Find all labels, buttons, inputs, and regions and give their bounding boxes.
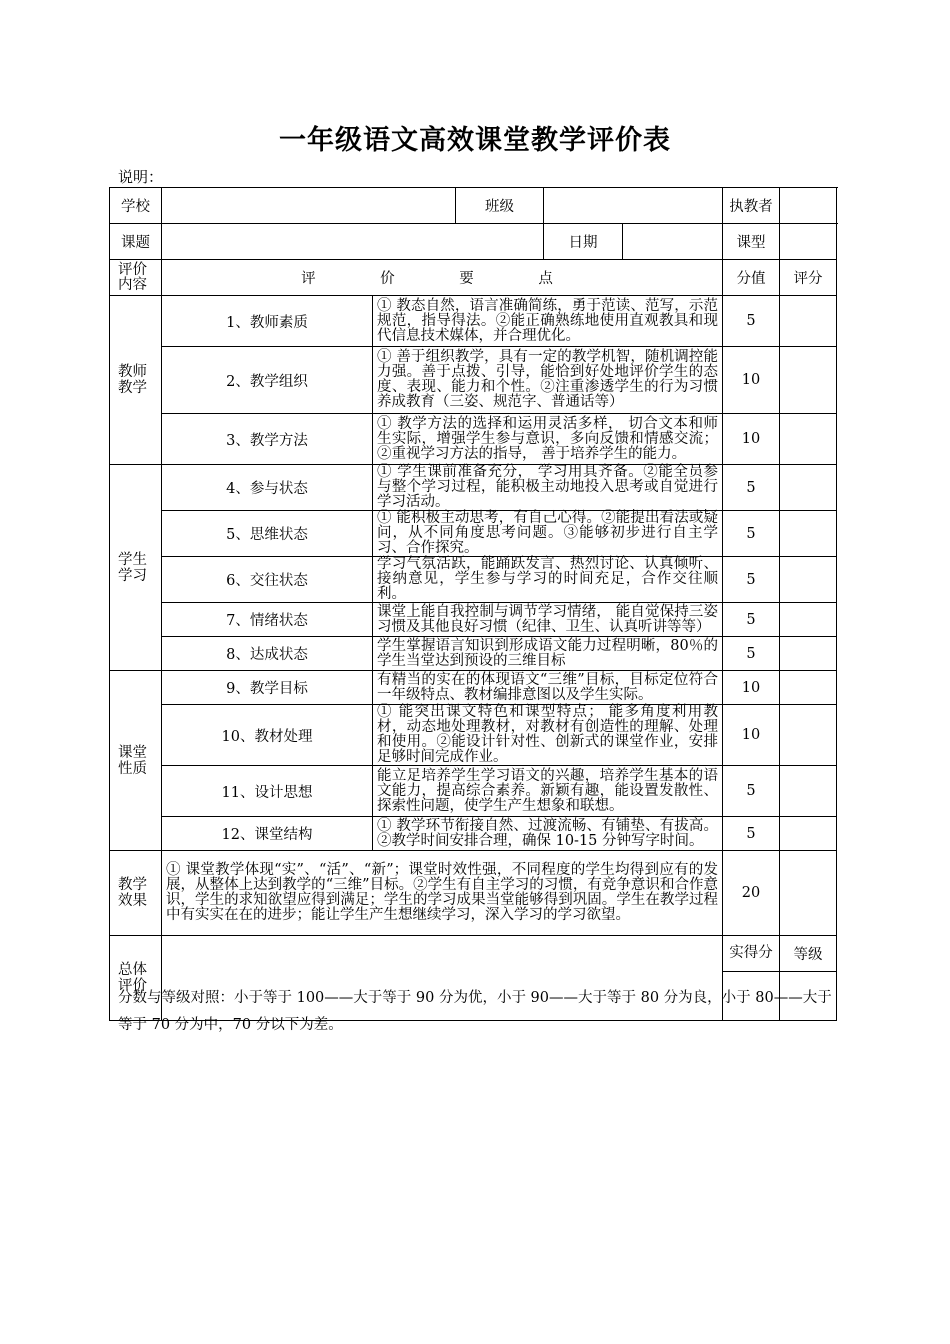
points-cell: ① 能积极主动思考，有自己心得。②能提出看法或疑问，从不同角度思考问题。③能够初步进行自主学习、合作探究。 — [373, 511, 723, 557]
points-cell: 学生掌握语言知识到形成语文能力过程明晰，80％的学生当堂达到预设的三维目标 — [373, 637, 723, 671]
item-cell: 7、情绪状态 — [162, 603, 373, 637]
content-header: 评价内容 — [110, 260, 162, 296]
item-cell: 3、教学方法 — [162, 414, 373, 465]
item-cell: 12、课堂结构 — [162, 817, 373, 851]
item-cell: 10、教材处理 — [162, 705, 373, 766]
overall-row — [110, 936, 837, 972]
score-cell: 10 — [723, 671, 780, 705]
item-cell: 5、思维状态 — [162, 511, 373, 557]
points-header-text: 评 价 要 点 — [301, 271, 583, 287]
grade-label: 等级 — [780, 936, 837, 972]
table-row — [110, 511, 837, 557]
rating-field[interactable] — [780, 671, 837, 705]
effect-points-cell: ① 课堂教学体现“实”、“活”、“新”；课堂时效性强，不同程度的学生均得到应有的发展，从整体上达到教学的“三维”目标。②学生有自主学习的习惯，有竞争意识和合作意识，学生的求知欲望应得到满足；学生的学习成果当堂能够得到巩固。学生在教学过程中有实实在在的进步；能让学生产生想继续学习，深入学习的学习欲望。 — [162, 851, 723, 936]
lesson-type-field[interactable] — [780, 224, 837, 260]
rating-field[interactable] — [780, 347, 837, 414]
item-cell: 8、达成状态 — [162, 637, 373, 671]
rating-field[interactable] — [780, 817, 837, 851]
class-field[interactable] — [544, 188, 723, 224]
teacher-label: 执教者 — [723, 188, 780, 224]
score-cell: 5 — [723, 511, 780, 557]
teacher-field[interactable] — [780, 188, 837, 224]
item-cell: 1、教师素质 — [162, 296, 373, 347]
rating-field[interactable] — [780, 705, 837, 766]
note-label: 说明： — [118, 168, 164, 186]
score-cell: 5 — [723, 296, 780, 347]
date-label: 日期 — [544, 224, 623, 260]
points-cell: 有精当的实在的体现语文“三维”目标，目标定位符合一年级特点、教材编排意图以及学生实际。 — [373, 671, 723, 705]
score-cell: 5 — [723, 766, 780, 817]
score-cell: 5 — [723, 603, 780, 637]
points-cell: 能立足培养学生学习语文的兴趣，培养学生基本的语文能力，提高综合素养。新颖有趣，能设置发散性、探索性问题，使学生产生想象和联想。 — [373, 766, 723, 817]
effect-score-cell: 20 — [723, 851, 780, 936]
actual-score-label: 实得分 — [723, 936, 780, 972]
score-header: 分值 — [723, 260, 780, 296]
score-cell: 5 — [723, 557, 780, 603]
rating-field[interactable] — [780, 637, 837, 671]
rating-field[interactable] — [780, 511, 837, 557]
score-cell: 5 — [723, 465, 780, 511]
table-row — [110, 557, 837, 603]
score-cell: 10 — [723, 705, 780, 766]
header-row-topic — [110, 224, 837, 260]
category-cell: 学生学习 — [110, 465, 162, 671]
lesson-type-label: 课型 — [723, 224, 780, 260]
category-cell: 教师教学 — [110, 296, 162, 465]
rating-field[interactable] — [780, 766, 837, 817]
table-row — [110, 705, 837, 766]
points-header — [162, 260, 723, 296]
rating-header: 评分 — [780, 260, 837, 296]
points-cell: ① 学生课前准备充分， 学习用具齐备。②能全员参与整个学习过程，能积极主动地投入思考或自觉进行学习活动。 — [373, 465, 723, 511]
rating-field[interactable] — [780, 414, 837, 465]
score-cell: 10 — [723, 414, 780, 465]
score-cell: 5 — [723, 637, 780, 671]
table-row — [110, 766, 837, 817]
overall-category-cell: 总体评价 — [110, 936, 162, 1021]
effect-rating-field[interactable] — [780, 851, 837, 936]
grade-reference-note: 分数与等级对照：小于等于 100——大于等于 90 分为优，小于 90——大于等于 80 分为良，小于 80——大于等于 70 分为中，70 分以下为差。 — [118, 990, 832, 1033]
points-cell: ① 教学环节衔接自然、过渡流畅、有铺垫、有拔高。②教学时间安排合理，确保 10-15 分钟写字时间。 — [373, 817, 723, 851]
rating-field[interactable] — [780, 465, 837, 511]
item-cell: 4、参与状态 — [162, 465, 373, 511]
item-cell: 6、交往状态 — [162, 557, 373, 603]
topic-label: 课题 — [110, 224, 162, 260]
table-row — [110, 603, 837, 637]
points-cell: ① 教学方法的选择和运用灵活多样， 切合文本和师生实际，增强学生参与意识，多向反馈和情感交流；②重视学习方法的指导， 善于培养学生的能力。 — [373, 414, 723, 465]
topic-field[interactable] — [162, 224, 544, 260]
item-cell: 9、教学目标 — [162, 671, 373, 705]
table-row — [110, 637, 837, 671]
points-cell: 课堂上能自我控制与调节学习情绪， 能自觉保持三姿习惯及其他良好习惯（纪律、卫生、认真听讲等等） — [373, 603, 723, 637]
column-header-row — [110, 260, 837, 296]
table-row — [110, 414, 837, 465]
table-row — [110, 671, 837, 705]
date-field[interactable] — [623, 224, 723, 260]
class-label: 班级 — [456, 188, 544, 224]
table-row — [110, 817, 837, 851]
points-cell: ① 教态自然，语言准确简练，勇于范读、范写，示范规范，指导得法。②能正确熟练地使用直观教具和现代信息技术媒体，并合理优化。 — [373, 296, 723, 347]
item-cell: 11、设计思想 — [162, 766, 373, 817]
effect-category-cell: 教学效果 — [110, 851, 162, 936]
school-field[interactable] — [162, 188, 456, 224]
table-row — [110, 347, 837, 414]
points-cell: ① 善于组织教学，具有一定的教学机智，随机调控能力强。善于点拨、引导，能恰到好处地评价学生的态度、表现、能力和个性。②注重渗透学生的行为习惯养成教育（三姿、规范字、普通话等） — [373, 347, 723, 414]
rating-field[interactable] — [780, 603, 837, 637]
page-title: 一年级语文高效课堂教学评价表 — [279, 125, 671, 156]
score-cell: 5 — [723, 817, 780, 851]
item-cell: 2、教学组织 — [162, 347, 373, 414]
school-label: 学校 — [110, 188, 162, 224]
points-cell: ① 能突出课文特色和课型特点； 能多角度利用教材，动态地处理教材，对教材有创造性的理解、处理和使用。②能设计针对性、创新式的课堂作业，安排足够时间完成作业。 — [373, 705, 723, 766]
evaluation-table — [109, 187, 837, 1021]
points-cell: 学习气氛活跃，能踊跃发言、热烈讨论、认真倾听、接纳意见，学生参与学习的时间充足，合作交往顺利。 — [373, 557, 723, 603]
table-row — [110, 296, 837, 347]
header-row-school — [110, 188, 837, 224]
effect-row — [110, 851, 837, 936]
category-cell: 课堂性质 — [110, 671, 162, 851]
score-cell: 10 — [723, 347, 780, 414]
rating-field[interactable] — [780, 296, 837, 347]
rating-field[interactable] — [780, 557, 837, 603]
table-row — [110, 465, 837, 511]
